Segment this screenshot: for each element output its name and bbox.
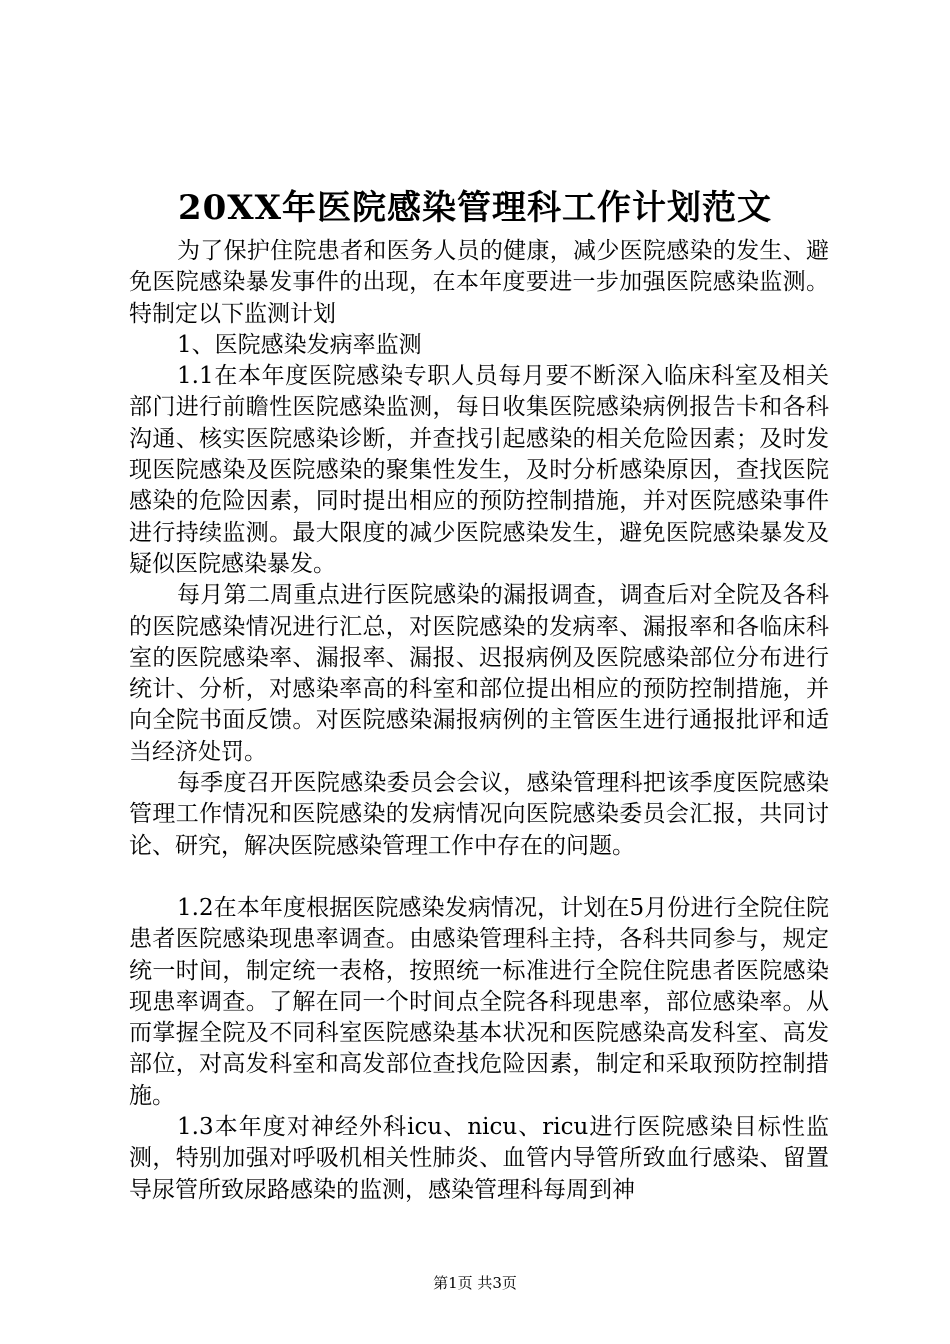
- paragraph-1-1: 1.1在本年度医院感染专职人员每月要不断深入临床科室及相关部门进行前瞻性医院感染监测，每日收集医院感染病例报告卡和各科沟通、核实医院感染诊断，并查找引起感染的相关危险因素；及时发现医院感染及医院感染的聚集性发生，及时分析感染原因，查找医院感染的危险因素，同时提出相应的预防控制措施，并对医院感染事件进行持续监测。最大限度的减少医院感染发生，避免医院感染暴发及疑似医院感染暴发。: [129, 363, 829, 577]
- document-title: 20XX年医院感染管理科工作计划范文: [177, 188, 773, 228]
- paragraph-monthly-underreport-survey: 每月第二周重点进行医院感染的漏报调查，调查后对全院及各科的医院感染情况进行汇总，对医院感染的发病率、漏报率和各临床科室的医院感染率、漏报率、漏报、迟报病例及医院感染部位分布进行统计、分析，对感染率高的科室和部位提出相应的预防控制措施，并向全院书面反馈。对医院感染漏报病例的主管医生进行通报批评和适当经济处罚。: [129, 582, 829, 765]
- section-heading-incidence-monitoring: 1、医院感染发病率监测: [177, 331, 422, 358]
- document-body: [129, 236, 829, 1206]
- paragraph-quarterly-meeting: 每季度召开医院感染委员会会议，感染管理科把该季度医院感染管理工作情况和医院感染的发病情况向医院感染委员会汇报，共同讨论、研究，解决医院感染管理工作中存在的问题。: [129, 770, 829, 859]
- paragraph-1-2: 1.2在本年度根据医院感染发病情况，计划在5月份进行全院住院患者医院感染现患率调查。由感染管理科主持，各科共同参与，规定统一时间，制定统一表格，按照统一标准进行全院住院患者医院感染现患率调查。了解在同一个时间点全院各科现患率，部位感染率。从而掌握全院及不同科室医院感染基本状况和医院感染高发科室、高发部位，对高发科室和高发部位查找危险因素，制定和采取预防控制措施。: [129, 894, 829, 1109]
- page-footer: 第1页 共3页: [433, 1274, 517, 1292]
- paragraph-1-3: 1.3本年度对神经外科icu、nicu、ricu进行医院感染目标性监测，特别加强对呼吸机相关性肺炎、血管内导管所致血行感染、留置导尿管所致尿路感染的监测，感染管理科每周到神: [129, 1114, 829, 1203]
- paragraph-intro: 为了保护住院患者和医务人员的健康，减少医院感染的发生、避免医院感染暴发事件的出现，在本年度要进一步加强医院感染监测。特制定以下监测计划: [129, 238, 829, 327]
